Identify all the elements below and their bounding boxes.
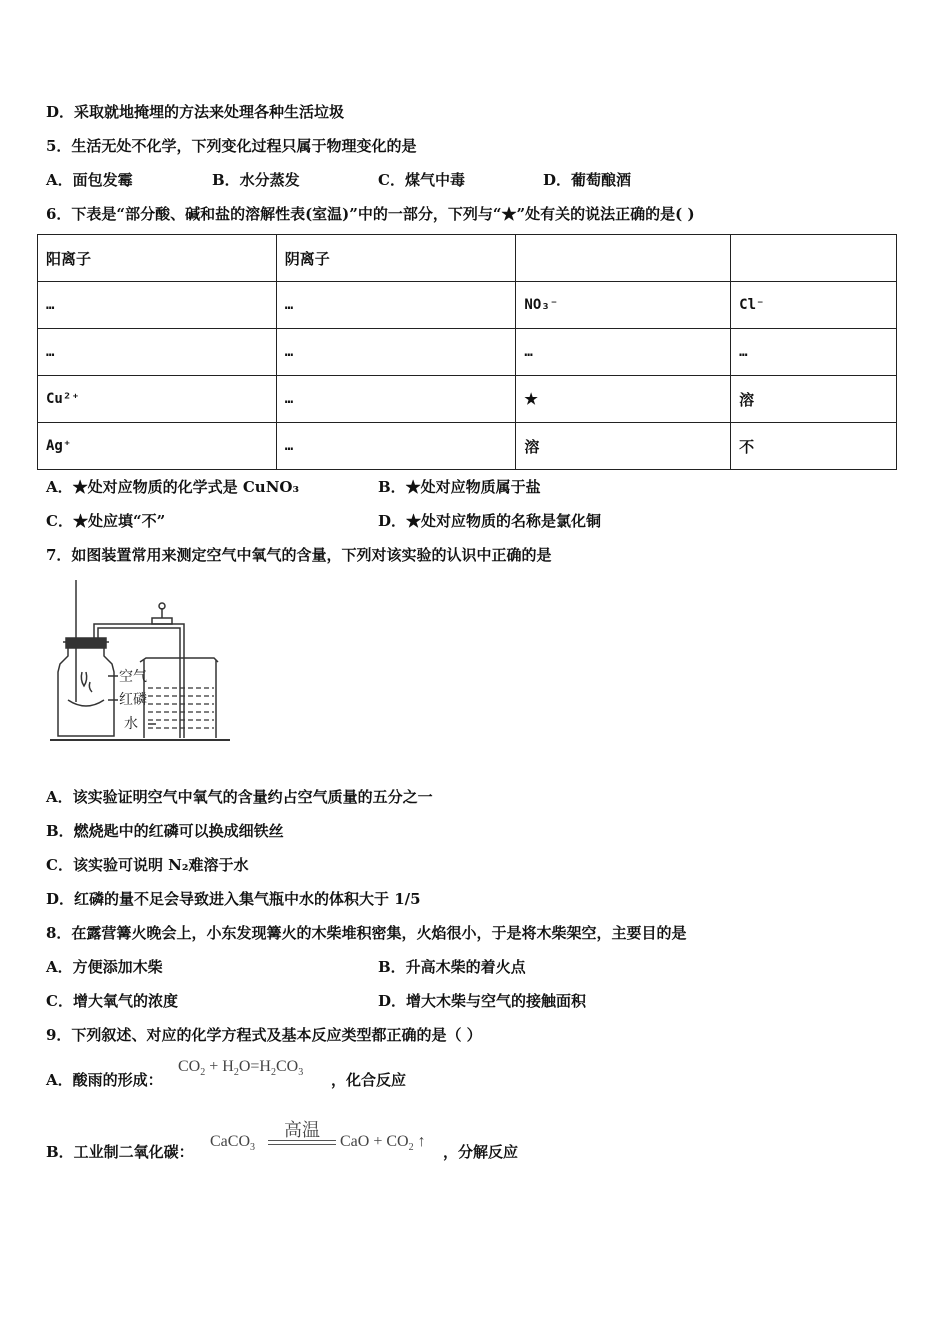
table-cell: 溶 xyxy=(516,423,731,470)
equation-acid-rain: $CO_2 + H_2O=H_2CO_3$ xyxy=(178,1058,304,1079)
table-cell: Cl⁻ xyxy=(731,282,897,329)
table-cell: Ag⁺ xyxy=(38,423,277,470)
oxygen-apparatus-figure xyxy=(50,580,235,745)
q8-option-c: C．增大氧气的浓度 xyxy=(46,992,178,1010)
q8-stem: 8．在露营篝火晚会上，小东发现篝火的木柴堆积密集，火焰很小，于是将木柴架空，主要目的是 xyxy=(46,924,687,942)
q5-option-b: B．水分蒸发 xyxy=(212,171,300,189)
q4-option-d: D．采取就地掩埋的方法来处理各种生活垃圾 xyxy=(46,103,345,121)
table-row xyxy=(38,376,897,423)
table-cell: NO₃⁻ xyxy=(516,282,731,329)
table-cell: … xyxy=(731,329,897,376)
q7-stem: 7．如图装置常用来测定空气中氧气的含量，下列对该实验的认识中正确的是 xyxy=(46,546,552,564)
q7-option-c: C．该实验可说明 N₂难溶于水 xyxy=(46,856,249,874)
q8-option-b: B．升高木柴的着火点 xyxy=(378,958,526,976)
q7-option-b: B．燃烧匙中的红磷可以换成细铁丝 xyxy=(46,822,284,840)
q6-option-c: C．★处应填“不” xyxy=(46,512,166,530)
q9-option-a-suffix: ，化合反应 xyxy=(331,1071,407,1089)
table-cell: … xyxy=(516,329,731,376)
q6-option-b: B．★处对应物质属于盐 xyxy=(378,478,541,496)
table-cell: 阴离子 xyxy=(276,235,516,282)
table-cell xyxy=(731,235,897,282)
table-row xyxy=(38,423,897,470)
star-cell: ★ xyxy=(516,376,731,423)
label-water: 水 xyxy=(124,716,138,732)
table-cell: … xyxy=(38,329,277,376)
q6-option-d: D．★处对应物质的名称是氯化铜 xyxy=(378,512,602,530)
table-row xyxy=(38,282,897,329)
equation-limestone-decomposition: CaCO$_3$ xyxy=(210,1133,255,1154)
equals-line-bottom xyxy=(268,1144,336,1145)
q8-option-a: A．方便添加木柴 xyxy=(46,958,163,976)
table-row xyxy=(38,235,897,282)
table-cell: 阳离子 xyxy=(38,235,277,282)
table-cell: 不 xyxy=(731,423,897,470)
q5-stem: 5．生活无处不化学，下列变化过程只属于物理变化的是 xyxy=(46,137,417,155)
solubility-table xyxy=(37,234,897,470)
table-cell: … xyxy=(38,282,277,329)
q7-option-a: A．该实验证明空气中氧气的含量约占空气质量的五分之一 xyxy=(46,788,433,806)
label-air: 空气 xyxy=(119,669,147,685)
q9-option-b-suffix: ，分解反应 xyxy=(443,1143,519,1161)
table-cell: … xyxy=(276,423,516,470)
q8-option-d: D．增大木柴与空气的接触面积 xyxy=(378,992,587,1010)
table-cell: … xyxy=(276,376,516,423)
q7-option-d: D．红磷的量不足会导致进入集气瓶中水的体积大于 1/5 xyxy=(46,890,421,908)
table-cell: … xyxy=(276,329,516,376)
q9-stem: 9．下列叙述、对应的化学方程式及基本反应类型都正确的是（ ） xyxy=(46,1026,482,1044)
q5-option-d: D．葡萄酿酒 xyxy=(543,171,632,189)
equation-products: CaO + $CO_2$ ↑ xyxy=(340,1133,426,1154)
table-cell xyxy=(516,235,731,282)
table-cell: Cu²⁺ xyxy=(38,376,277,423)
table-cell: … xyxy=(276,282,516,329)
table-row xyxy=(38,329,897,376)
equals-line-top xyxy=(268,1140,336,1141)
label-red-phosphorus: 红磷 xyxy=(119,692,147,708)
q9-option-b-prefix: B．工业制二氧化碳： xyxy=(46,1143,194,1161)
reaction-condition: 高温 xyxy=(284,1120,320,1140)
q6-stem: 6．下表是“部分酸、碱和盐的溶解性表(室温)”中的一部分，下列与“★”处有关的说法正确的是( ) xyxy=(46,205,695,223)
q6-option-a: A．★处对应物质的化学式是 CuNO₃ xyxy=(46,478,300,496)
table-cell: 溶 xyxy=(731,376,897,423)
q5-option-a: A．面包发霉 xyxy=(46,171,133,189)
q5-option-c: C．煤气中毒 xyxy=(378,171,465,189)
q9-option-a-prefix: A．酸雨的形成： xyxy=(46,1071,163,1089)
